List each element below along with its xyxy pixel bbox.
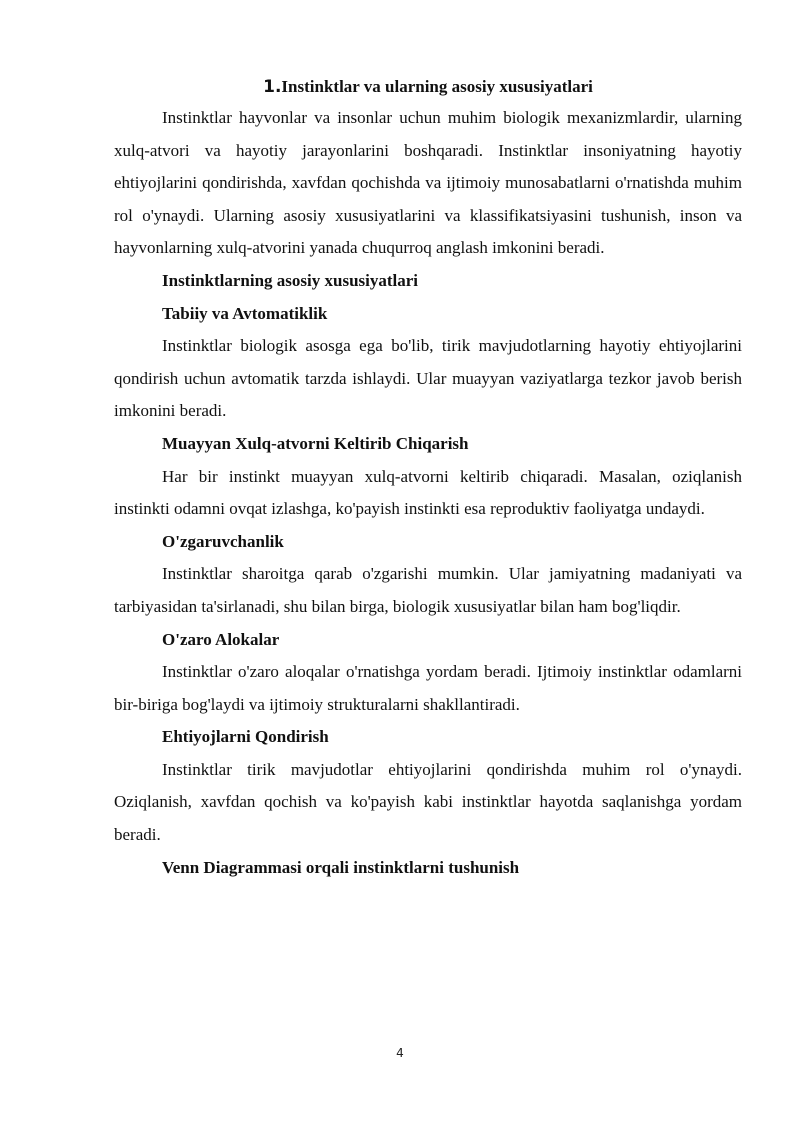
document-page: [114, 74, 742, 884]
paragraph-tabiiy: Instinktlar biologik asosga ega bo'lib, tirik mavjudotlarning hayotiy ehtiyojlarini qondirish uchun avtomatik tarzda ishlaydi. Ular muayyan vaziyatlarga tezkor javob berish imkonini beradi.: [114, 336, 742, 421]
section-heading: Instinktlarning asosiy xususiyatlari: [162, 270, 419, 290]
subheading-ehtiyojlar: Ehtiyojlarni Qondirish: [162, 727, 329, 747]
subheading-tabiiy: Tabiiy va Avtomatiklik: [162, 303, 328, 323]
paragraph-ozaro-alokalar: Instinktlar o'zaro aloqalar o'rnatishga yordam beradi. Ijtimoiy instinktlar odamlarni bir-biriga bog'laydi va ijtimoiy strukturalarni shakllantiradi.: [114, 662, 742, 714]
title-text: Instinktlar va ularning asosiy xususiyatlari: [281, 77, 593, 96]
title-number: 1.: [263, 77, 282, 97]
subheading-ozaro-alokalar: O'zaro Alokalar: [162, 629, 280, 649]
subheading-ozgaruvchanlik: O'zgaruvchanlik: [162, 531, 284, 551]
document-title: [114, 74, 742, 100]
paragraph-ozgaruvchanlik: Instinktlar sharoitga qarab o'zgarishi mumkin. Ular jamiyatning madaniyati va tarbiyasidan ta'sirlanadi, shu bilan birga, biologik xususiyatlar bilan ham bog'liqdir.: [114, 564, 742, 616]
intro-paragraph: Instinktlar hayvonlar va insonlar uchun muhim biologik mexanizmlardir, ularning xulq-atvori va hayotiy jarayonlarini boshqaradi. Instinktlar insoniyatning hayotiy ehtiyojlarini qondirishda, xavfdan qochishda va ijtimoiy munosabatlarni o'rnatishda muhim rol o'ynaydi. Ularning asosiy xususiyatlarini va klassifikatsiyasini tushunish, inson va hayvonlarning xulq-atvorini yanada chuqurroq anglash imkonini beradi.: [114, 108, 742, 258]
subheading-xulq-atvor: Muayyan Xulq-atvorni Keltirib Chiqarish: [162, 433, 469, 453]
paragraph-xulq-atvor: Har bir instinkt muayyan xulq-atvorni keltirib chiqaradi. Masalan, oziqlanish instinkti odamni ovqat izlashga, ko'payish instinkti esa reproduktiv faoliyatga undaydi.: [114, 466, 742, 519]
paragraph-ehtiyojlar: Instinktlar tirik mavjudotlar ehtiyojlarini qondirishda muhim rol o'ynaydi. Oziqlanish, xavfdan qochish va ko'payish kabi instinktlar hayotda saqlanishga yordam beradi.: [114, 759, 742, 845]
closing-heading: Venn Diagrammasi orqali instinktlarni tushunish: [162, 857, 520, 877]
page-number: 4: [396, 1046, 404, 1060]
